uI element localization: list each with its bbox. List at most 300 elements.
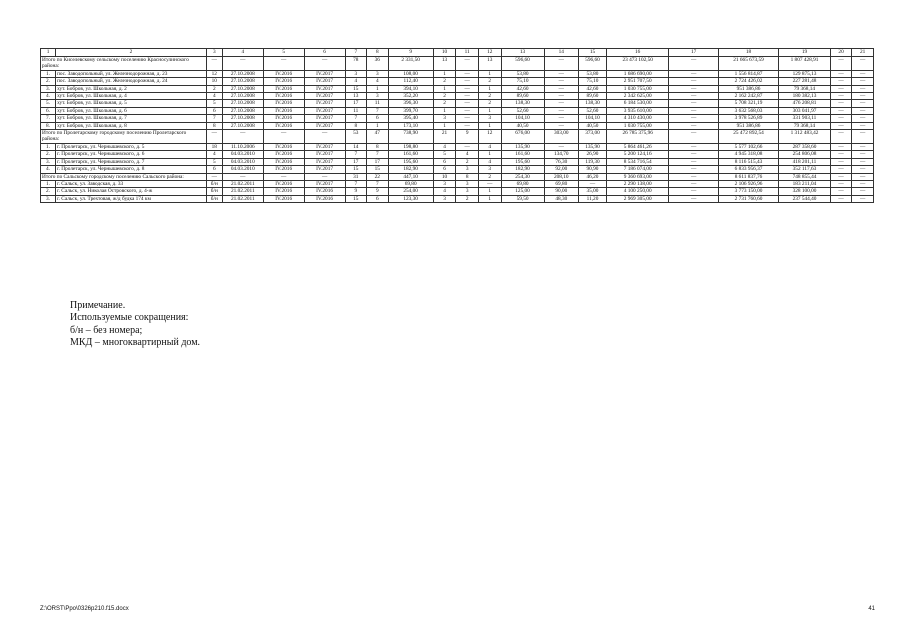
table-cell: 69,80 [388, 180, 433, 187]
table-cell: 2 969 305,00 [606, 195, 668, 202]
table-cell: — [669, 78, 719, 85]
table-cell: 123,30 [388, 195, 433, 202]
address-cell: г. Сальск, ул. Заводская, д. 33 [56, 180, 207, 187]
table-cell: — [456, 93, 479, 100]
table-cell: 3 [367, 93, 389, 100]
table-cell: — [544, 143, 578, 150]
table-cell: IV.2017 [304, 100, 345, 107]
table-cell: IV.2017 [304, 70, 345, 77]
table-cell: — [852, 70, 874, 77]
table-cell: IV.2016 [263, 166, 304, 173]
table-cell: — [830, 130, 852, 144]
table-cell: — [544, 85, 578, 92]
table-cell: 4 [367, 78, 389, 85]
table-cell: 13 [478, 57, 501, 71]
table-cell: 8 [345, 122, 367, 129]
table-cell: IV.2017 [304, 158, 345, 165]
table-row [41, 115, 874, 122]
table-cell: 2 [478, 78, 501, 85]
table-cell: 125,00 [501, 188, 544, 195]
table-cell: 1 [367, 85, 389, 92]
table-cell: — [830, 151, 852, 158]
table-row [41, 166, 874, 173]
table-cell: IV.2016 [263, 195, 304, 202]
table-cell: 5 577 102,66 [718, 143, 778, 150]
table-cell: 1 [478, 188, 501, 195]
table-cell: 52,60 [501, 107, 544, 114]
table-cell: 89,60 [579, 93, 607, 100]
table-cell: — [206, 57, 222, 71]
table-cell: 5 200 124,16 [606, 151, 668, 158]
table-cell: — [852, 107, 874, 114]
table-cell: — [456, 143, 479, 150]
table-row [41, 195, 874, 202]
table-cell: — [669, 100, 719, 107]
table-cell: IV.2016 [263, 93, 304, 100]
table-cell: IV.2016 [263, 188, 304, 195]
table-cell: 4 945 318,08 [718, 151, 778, 158]
table-cell: 447,10 [388, 173, 433, 180]
table-cell: 53,80 [579, 70, 607, 77]
column-number: 20 [830, 49, 852, 57]
table-cell: 12 [206, 70, 222, 77]
subtotal-label: Итого по Киселевскому сельскому поселению Красносулинского района: [41, 57, 207, 71]
table-cell: — [830, 93, 852, 100]
table-cell: 10 [433, 173, 456, 180]
subtotal-label: Итого по Сальскому городскому поселению Сальского района: [41, 173, 207, 180]
table-cell: 5 708 321,19 [718, 100, 778, 107]
table-cell: 596,60 [579, 57, 607, 71]
table-cell: — [852, 85, 874, 92]
table-cell: — [544, 107, 578, 114]
table-cell: — [456, 100, 479, 107]
table-cell: 352,20 [388, 93, 433, 100]
table-cell: — [852, 188, 874, 195]
table-cell: 12 [478, 130, 501, 144]
table-row [41, 122, 874, 129]
table-cell: — [830, 85, 852, 92]
row-number: 4. [41, 93, 56, 100]
note-heading: Примечание. [70, 300, 126, 311]
table-cell: — [830, 195, 852, 202]
table-cell: 104,10 [501, 115, 544, 122]
table-cell: 75,10 [579, 78, 607, 85]
table-cell: — [544, 100, 578, 107]
table-cell: — [852, 158, 874, 165]
table-cell: 4 [433, 188, 456, 195]
table-cell: — [830, 166, 852, 173]
table-cell: IV.2016 [263, 107, 304, 114]
address-cell: хут. Бобров, ул. Школьная, д. 7 [56, 115, 207, 122]
table-cell: 11,20 [579, 195, 607, 202]
table-cell: IV.2017 [304, 78, 345, 85]
table-cell: 9 [345, 188, 367, 195]
table-cell: 138,30 [501, 100, 544, 107]
table-cell: — [222, 173, 263, 180]
table-cell: 135,90 [579, 143, 607, 150]
table-cell: 15 [367, 166, 389, 173]
subtotal-row [41, 130, 874, 144]
address-cell: г. Пролетарск, ул. Чернышевского, д. 5 [56, 143, 207, 150]
table-cell: 27.10.2008 [222, 70, 263, 77]
table-cell: — [830, 180, 852, 187]
table-cell: — [852, 166, 874, 173]
table-cell: — [852, 143, 874, 150]
table-cell: — [263, 130, 304, 144]
table-cell: — [456, 122, 479, 129]
table-row [41, 78, 874, 85]
table-cell: 4 [478, 158, 501, 165]
note-abbreviations-title: Используемые сокращения: [70, 312, 189, 324]
table-cell: 2 [478, 100, 501, 107]
table-cell: 134,70 [544, 151, 578, 158]
table-cell: 17 [367, 158, 389, 165]
note-abbreviation-bn: б/н – без номера; [70, 324, 143, 336]
table-cell: б/н [206, 180, 222, 187]
table-cell: IV.2017 [304, 93, 345, 100]
table-cell: — [830, 70, 852, 77]
table-cell: — [222, 130, 263, 144]
column-number: 15 [579, 49, 607, 57]
table-cell: — [852, 100, 874, 107]
table-cell: — [852, 122, 874, 129]
table-cell: 1 [478, 70, 501, 77]
address-cell: г. Пролетарск, ул. Чернышевского, д. 7 [56, 158, 207, 165]
address-cell: г. Пролетарск, ул. Чернышевского, д. 8 [56, 166, 207, 173]
table-cell: — [830, 57, 852, 71]
table-cell: 26,90 [579, 151, 607, 158]
table-cell: 6 [367, 195, 389, 202]
table-cell: 53,80 [501, 70, 544, 77]
table-cell: 35,00 [579, 188, 607, 195]
table-cell: — [206, 173, 222, 180]
table-cell: 7 [206, 115, 222, 122]
table-cell: 31 [345, 173, 367, 180]
table-cell: 8 [206, 122, 222, 129]
row-number: 2. [41, 188, 56, 195]
table-cell: — [669, 93, 719, 100]
table-cell: 4 100 250,00 [606, 188, 668, 195]
table-cell: — [852, 115, 874, 122]
table-cell: 15 [345, 166, 367, 173]
address-cell: пос. Заводопольный, ул. Железнодорожная, д. 24 [56, 78, 207, 85]
table-row [41, 180, 874, 187]
table-cell: 40,50 [579, 122, 607, 129]
table-cell: 2 342 625,00 [606, 93, 668, 100]
table-cell: 5 [433, 151, 456, 158]
table-cell: 79 368,14 [779, 85, 831, 92]
table-cell: IV.2016 [263, 180, 304, 187]
table-cell: 951 386,86 [718, 85, 778, 92]
table-cell: — [830, 122, 852, 129]
table-cell: 6 833 956,37 [718, 166, 778, 173]
table-cell: 476 208,81 [779, 100, 831, 107]
table-cell: 3 [478, 166, 501, 173]
table-cell: 3 [456, 180, 479, 187]
address-cell: хут. Бобров, ул. Школьная, д. 6 [56, 107, 207, 114]
row-number: 3. [41, 158, 56, 165]
table-cell: 195,60 [388, 158, 433, 165]
table-cell: 4 [456, 151, 479, 158]
table-cell: — [669, 85, 719, 92]
table-cell: — [456, 70, 479, 77]
table-cell: — [852, 93, 874, 100]
row-number: 1. [41, 70, 56, 77]
table-cell: 2 731 760,60 [718, 195, 778, 202]
table-cell: 1 [433, 85, 456, 92]
table-cell: — [478, 180, 501, 187]
table-cell: 17 [345, 158, 367, 165]
table-cell: 6 [367, 115, 389, 122]
table-cell: 27.10.2008 [222, 78, 263, 85]
table-cell: 75,10 [501, 78, 544, 85]
table-cell: IV.2016 [263, 122, 304, 129]
table-cell: 2 [433, 100, 456, 107]
notes-block [70, 300, 200, 350]
table-cell: — [579, 180, 607, 187]
subtotal-row [41, 57, 874, 71]
table-cell: 21.02.2011 [222, 180, 263, 187]
table-cell: — [669, 122, 719, 129]
row-number: 8. [41, 122, 56, 129]
table-cell: 8 [456, 173, 479, 180]
table-cell: 3 632 568,03 [718, 107, 778, 114]
table-cell: — [669, 57, 719, 71]
table-cell: — [669, 180, 719, 187]
table-cell: 21 [433, 130, 456, 144]
table-cell: — [669, 151, 719, 158]
table-cell: 46,20 [579, 173, 607, 180]
column-number: 8 [367, 49, 389, 57]
table-cell: 237 544,40 [779, 195, 831, 202]
note-abbreviation-mkd: МКД – многоквартирный дом. [70, 337, 201, 349]
table-cell: 352 117,63 [779, 166, 831, 173]
table-cell: 7 [345, 180, 367, 187]
row-number: 2. [41, 78, 56, 85]
table-cell: — [304, 130, 345, 144]
table-cell: 23 473 102,50 [606, 57, 668, 71]
table-cell: — [456, 78, 479, 85]
row-number: 3. [41, 195, 56, 202]
column-number: 12 [478, 49, 501, 57]
address-cell: хут. Бобров, ул. Школьная, д. 8 [56, 122, 207, 129]
table-cell: 8 [367, 143, 389, 150]
table-cell: 2 724 426,02 [718, 78, 778, 85]
table-cell: — [263, 173, 304, 180]
table-cell: — [669, 158, 719, 165]
table-cell: 135,90 [501, 143, 544, 150]
table-cell: 112,40 [388, 78, 433, 85]
table-cell: 6 184 530,00 [606, 100, 668, 107]
table-cell: 2 [478, 93, 501, 100]
table-cell: 6 [206, 107, 222, 114]
table-cell: — [304, 57, 345, 71]
table-cell: IV.2017 [304, 122, 345, 129]
table-cell: 3 [433, 115, 456, 122]
subtotal-row [41, 173, 874, 180]
table-cell: 173,10 [388, 122, 433, 129]
table-cell: 26 785 375,96 [606, 130, 668, 144]
table-cell: 287 358,60 [779, 143, 831, 150]
table-cell: 3 935 610,00 [606, 107, 668, 114]
table-cell: 4 [345, 78, 367, 85]
table-cell: 227 281,48 [779, 78, 831, 85]
table-cell: 17 [345, 100, 367, 107]
table-cell: 25 472 892,54 [718, 130, 778, 144]
table-cell: — [669, 70, 719, 77]
table-cell: 8 611 837,76 [718, 173, 778, 180]
table-cell: 7 [367, 180, 389, 187]
table-cell: 52,60 [579, 107, 607, 114]
table-row [41, 93, 874, 100]
table-cell: 04.03.2010 [222, 151, 263, 158]
table-cell: 53 [345, 130, 367, 144]
table-cell: 3 978 526,89 [718, 115, 778, 122]
table-cell: — [830, 188, 852, 195]
table-cell: 9 [367, 188, 389, 195]
table-row [41, 151, 874, 158]
table-row [41, 100, 874, 107]
table-cell: IV.2016 [263, 85, 304, 92]
table-cell: 748 855,44 [779, 173, 831, 180]
table-cell: 27.10.2008 [222, 85, 263, 92]
table-cell: IV.2016 [263, 100, 304, 107]
table-cell: 4 [206, 151, 222, 158]
column-number: 7 [345, 49, 367, 57]
column-number: 5 [263, 49, 304, 57]
table-cell: 8 534 716,54 [606, 158, 668, 165]
address-cell: хут. Бобров, ул. Школьная, д. 2 [56, 85, 207, 92]
table-cell: 4 310 430,00 [606, 115, 668, 122]
table-cell: 2 [456, 195, 479, 202]
table-cell: 14 [345, 143, 367, 150]
table-cell: 951 386,86 [718, 122, 778, 129]
table-cell: 2 290 138,00 [606, 180, 668, 187]
table-cell: 89,60 [501, 93, 544, 100]
table-cell: 2 [478, 173, 501, 180]
subtotal-label: Итого по Пролетарскому городскому поселению Пролетарского района: [41, 130, 207, 144]
table-cell: — [304, 173, 345, 180]
table-cell: 2 162 242,87 [718, 93, 778, 100]
table-row [41, 143, 874, 150]
address-cell: г. Сальск, ул. Николая Островского, д. 4-ж [56, 188, 207, 195]
table-row [41, 70, 874, 77]
table-cell: IV.2017 [304, 180, 345, 187]
table-cell: 42,60 [579, 85, 607, 92]
table-cell: — [852, 57, 874, 71]
table-cell: 2 [206, 85, 222, 92]
table-cell: 3 [367, 70, 389, 77]
table-cell: 11.10.2006 [222, 143, 263, 150]
table-cell: 2 951 707,50 [606, 78, 668, 85]
table-cell: 1 [478, 151, 501, 158]
table-cell: IV.2016 [263, 143, 304, 150]
table-cell: — [669, 130, 719, 144]
table-cell: — [669, 173, 719, 180]
table-cell: 6 [433, 166, 456, 173]
table-cell: 22 [367, 173, 389, 180]
table-cell: IV.2016 [304, 195, 345, 202]
table-cell: — [456, 107, 479, 114]
table-cell: 90,00 [544, 188, 578, 195]
address-cell: хут. Бобров, ул. Школьная, д. 5 [56, 100, 207, 107]
table-cell: 8 116 515,43 [718, 158, 778, 165]
table-cell: 92,00 [544, 166, 578, 173]
table-cell: — [830, 78, 852, 85]
row-number: 2. [41, 151, 56, 158]
address-cell: г. Пролетарск, ул. Чернышевского, д. 6 [56, 151, 207, 158]
table-cell: 6 [206, 166, 222, 173]
table-cell: 9 360 693,00 [606, 173, 668, 180]
table-cell: IV.2016 [263, 151, 304, 158]
table-cell: — [852, 151, 874, 158]
page-number: 41 [868, 606, 875, 612]
table-cell: — [669, 143, 719, 150]
table-cell: 1 686 690,00 [606, 70, 668, 77]
table-cell: 15 [345, 195, 367, 202]
table-cell: 161,60 [388, 151, 433, 158]
table-cell: 208,10 [544, 173, 578, 180]
table-cell: 3 773 150,00 [718, 188, 778, 195]
table-cell: — [669, 107, 719, 114]
table-cell: 13 [433, 57, 456, 71]
table-cell: 3 [433, 195, 456, 202]
table-cell: 2 [433, 78, 456, 85]
table-cell: — [830, 158, 852, 165]
table-cell: 396,30 [388, 100, 433, 107]
table-cell: 3 [456, 188, 479, 195]
table-cell: 328 100,00 [779, 188, 831, 195]
table-cell: — [456, 115, 479, 122]
row-number: 5. [41, 100, 56, 107]
table-cell: 1 [478, 195, 501, 202]
data-table [40, 48, 874, 203]
table-cell: 10 [206, 78, 222, 85]
table-cell: 182,90 [501, 166, 544, 173]
table-cell: 48,30 [544, 195, 578, 202]
table-cell: 21.02.2011 [222, 195, 263, 202]
table-cell: 3 [478, 115, 501, 122]
row-number: 1. [41, 180, 56, 187]
table-cell: 04.03.2010 [222, 158, 263, 165]
table-cell: 1 [367, 122, 389, 129]
table-cell: 5 [206, 158, 222, 165]
table-cell: 1 [478, 85, 501, 92]
table-cell: 69,80 [544, 180, 578, 187]
table-cell: 1 [433, 122, 456, 129]
table-cell: 11 [345, 107, 367, 114]
table-cell: 9 [456, 130, 479, 144]
row-number: 1. [41, 143, 56, 150]
table-cell: 395,40 [388, 115, 433, 122]
table-cell: IV.2016 [263, 70, 304, 77]
table-cell: — [544, 115, 578, 122]
table-cell: 331 903,11 [779, 115, 831, 122]
address-cell: пос. Заводопольный, ул. Железнодорожная, д. 23 [56, 70, 207, 77]
column-number: 17 [669, 49, 719, 57]
table-cell: 195,60 [501, 158, 544, 165]
table-cell: 1 030 755,00 [606, 85, 668, 92]
table-cell: 5 864 461,26 [606, 143, 668, 150]
table-cell: 27.10.2008 [222, 107, 263, 114]
table-cell: 4 [433, 143, 456, 150]
table-cell: 182,90 [388, 166, 433, 173]
table-cell: — [852, 195, 874, 202]
table-cell: 21 665 673,59 [718, 57, 778, 71]
column-number: 16 [606, 49, 668, 57]
table-cell: 138,30 [579, 100, 607, 107]
table-cell: — [456, 57, 479, 71]
